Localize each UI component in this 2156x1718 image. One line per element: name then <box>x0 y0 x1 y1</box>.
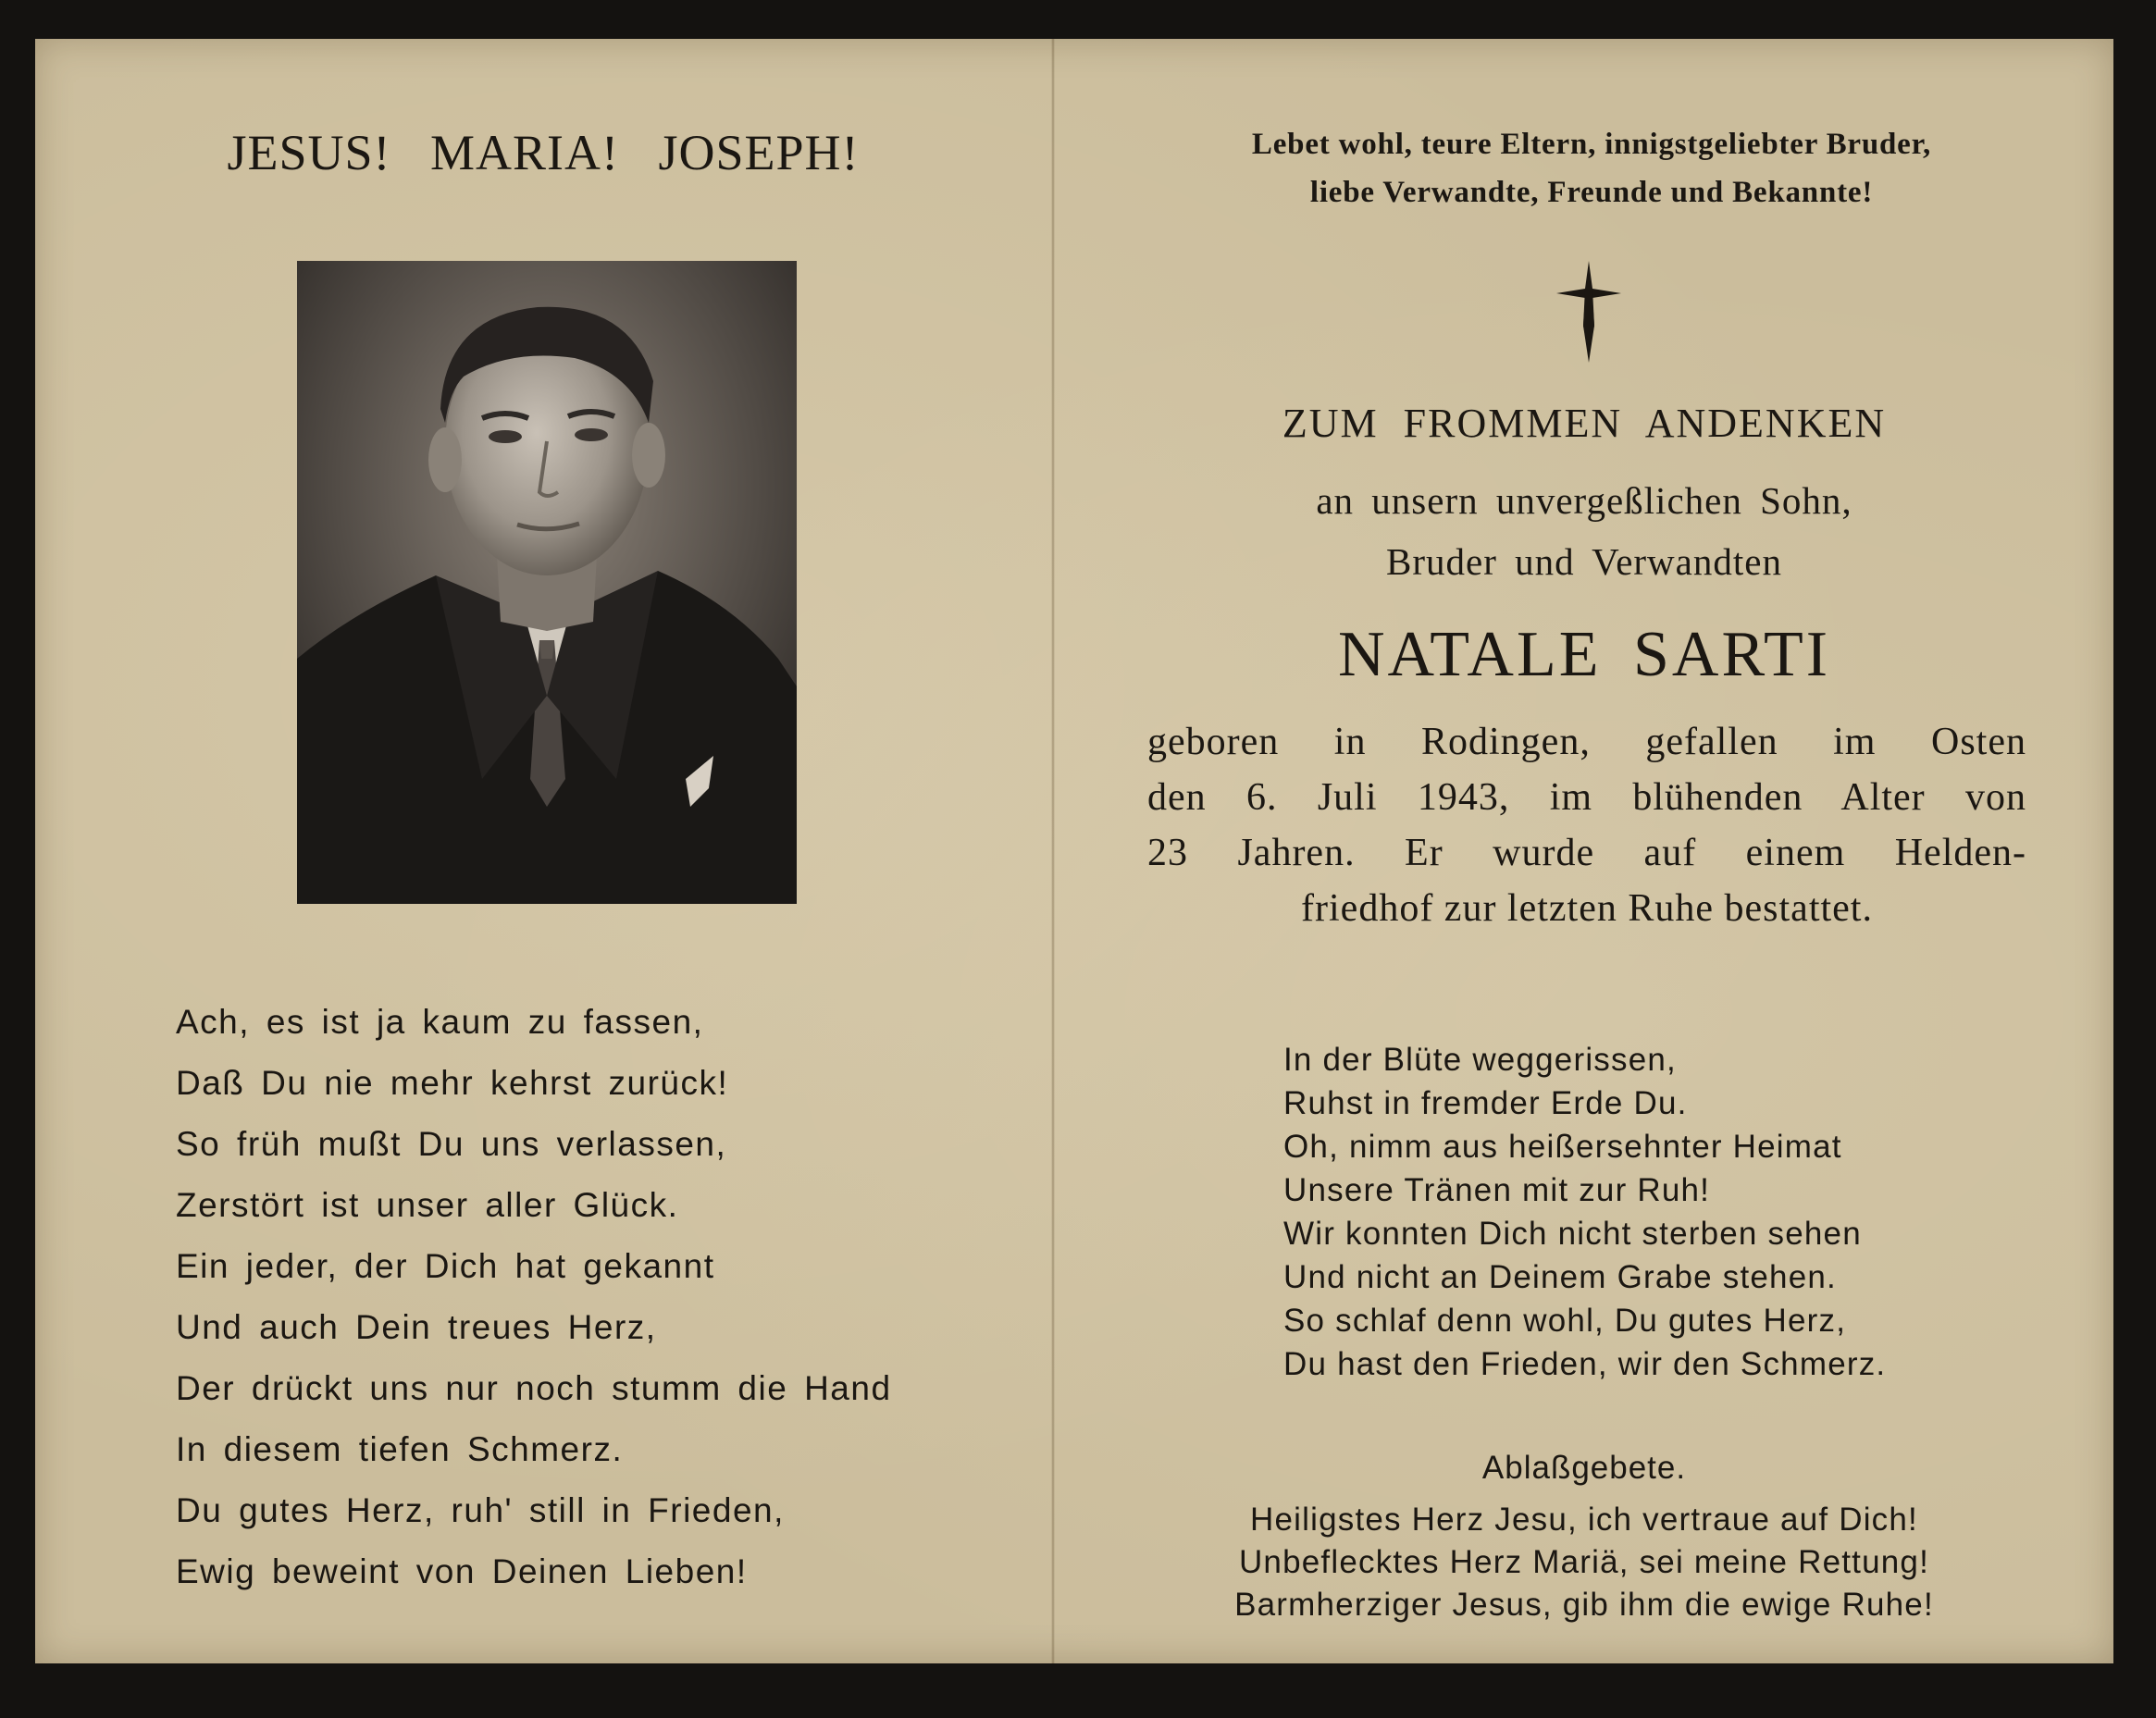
indulgence-prayers <box>1055 1499 2113 1626</box>
portrait-illustration <box>297 261 797 904</box>
portrait-photo <box>297 261 797 904</box>
biographical-details <box>1147 714 2026 936</box>
poem-line: Unsere Tränen mit zur Ruh! <box>1283 1172 1711 1208</box>
poem-line: Und nicht an Deinem Grabe stehen. <box>1283 1259 1837 1295</box>
invocation-heading: JESUS! MARIA! JOSEPH! <box>227 125 860 180</box>
poem-line: Zerstört ist unser aller Glück. <box>176 1186 679 1224</box>
poem-line: In diesem tiefen Schmerz. <box>176 1430 624 1468</box>
poem-line: Daß Du nie mehr kehrst zurück! <box>176 1064 729 1102</box>
indulgence-prayers-title: Ablaßgebete. <box>1481 1450 1687 1486</box>
memorial-card <box>35 39 2113 1663</box>
details-line: 23 Jahren. Er wurde auf einem Helden- <box>1147 832 2026 874</box>
poem-line: Ach, es ist ja kaum zu fassen, <box>176 1003 704 1041</box>
poem-line: Du hast den Frieden, wir den Schmerz. <box>1283 1346 1887 1382</box>
poem-line: Du gutes Herz, ruh' still in Frieden, <box>176 1491 785 1529</box>
poem-line: So schlaf denn wohl, Du gutes Herz, <box>1283 1303 1847 1339</box>
details-line: geboren in Rodingen, gefallen im Osten <box>1147 721 2026 763</box>
right-panel <box>1055 39 2113 1663</box>
poem-line: So früh mußt Du uns verlassen, <box>176 1125 727 1163</box>
remembrance-heading: ZUM FROMMEN ANDENKEN <box>1282 401 1887 446</box>
farewell-line: Lebet wohl, teure Eltern, innigstgeliebter Bruder, <box>1251 128 1932 161</box>
farewell-text <box>1092 120 2091 216</box>
poem-line: Ruhst in fremder Erde Du. <box>1283 1085 1688 1121</box>
left-poem <box>176 992 1009 1602</box>
deceased-name: NATALE SARTI <box>1337 619 1831 690</box>
dedication-text <box>1055 470 2113 592</box>
poem-line: Wir konnten Dich nicht sterben sehen <box>1283 1216 1862 1252</box>
dedication-line: Bruder und Verwandten <box>1386 540 1782 583</box>
poem-line: Der drückt uns nur noch stumm die Hand <box>176 1369 892 1407</box>
dedication-line: an unsern unvergeßlichen Sohn, <box>1316 479 1852 522</box>
poem-line: In der Blüte weggerissen, <box>1283 1042 1677 1078</box>
prayer-line: Unbeflecktes Herz Mariä, sei meine Rettung! <box>1238 1544 1930 1580</box>
left-panel <box>35 39 1051 1663</box>
cross-icon <box>1556 261 1621 363</box>
right-poem <box>1283 1038 2079 1386</box>
prayer-line: Heiligstes Herz Jesu, ich vertraue auf Dich! <box>1250 1502 1918 1538</box>
poem-line: Und auch Dein treues Herz, <box>176 1308 657 1346</box>
poem-line: Oh, nimm aus heißersehnter Heimat <box>1283 1129 1842 1165</box>
prayer-line: Barmherziger Jesus, gib ihm die ewige Ruhe! <box>1234 1587 1934 1623</box>
details-line: friedhof zur letzten Ruhe bestattet. <box>1301 887 1873 930</box>
farewell-line: liebe Verwandte, Freunde und Bekannte! <box>1309 176 1874 209</box>
poem-line: Ein jeder, der Dich hat gekannt <box>176 1247 715 1285</box>
poem-line: Ewig beweint von Deinen Lieben! <box>176 1552 748 1590</box>
details-line: den 6. Juli 1943, im blühenden Alter von <box>1147 776 2026 819</box>
